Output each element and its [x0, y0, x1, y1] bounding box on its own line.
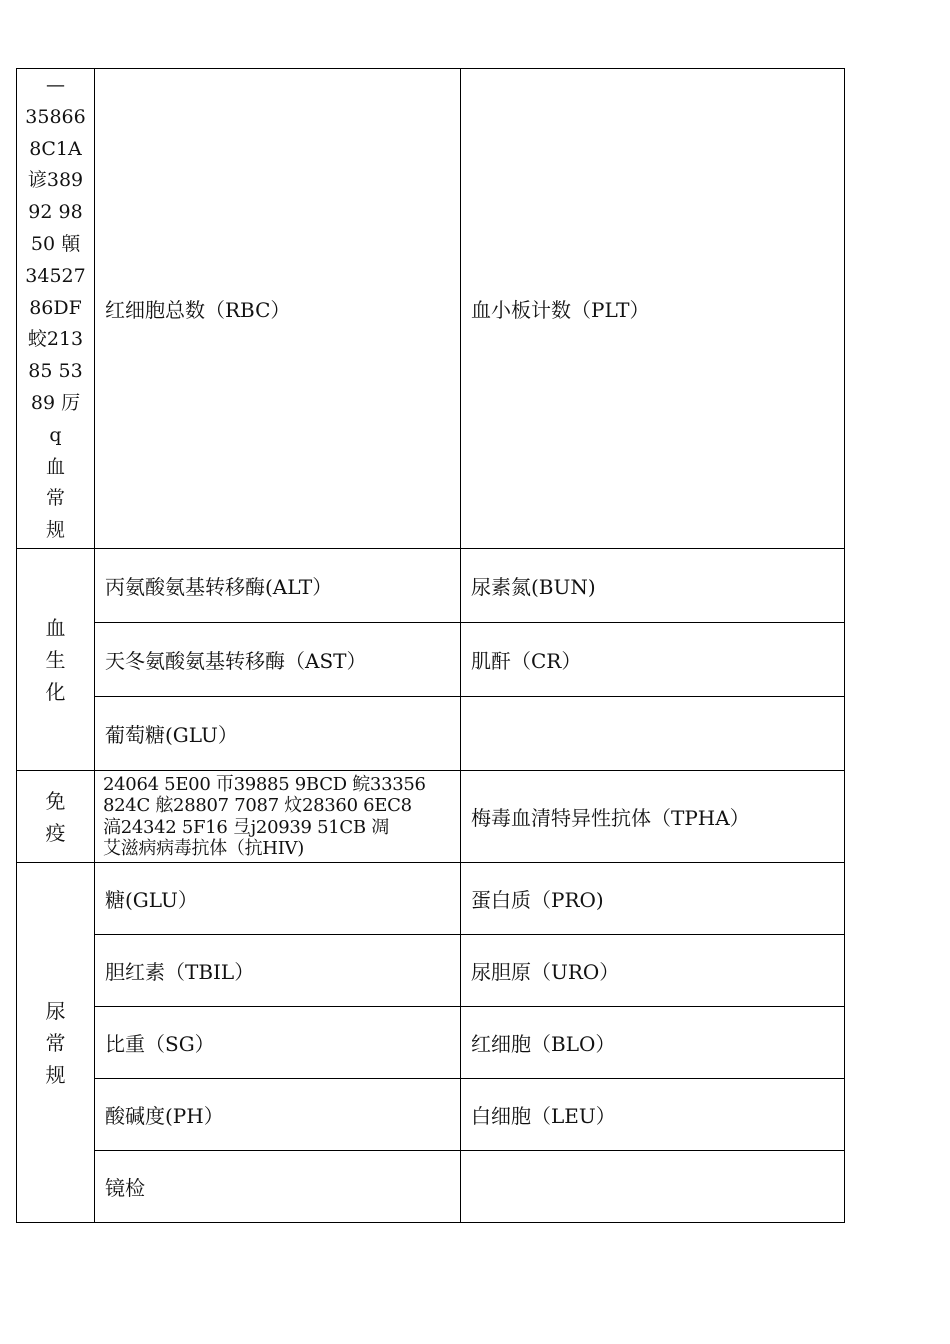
category-line: 免 [45, 788, 66, 813]
category-line: 疫 [45, 820, 66, 845]
table-row [17, 771, 845, 863]
test-item-bun: 尿素氮(BUN) [461, 549, 845, 623]
test-item-sg: 比重（SG） [95, 1007, 461, 1079]
category-line: 规 [45, 1062, 66, 1087]
category-line: 85 53 [28, 360, 83, 383]
category-line: 常 [45, 1030, 66, 1055]
test-item-ph: 酸碱度(PH） [95, 1079, 461, 1151]
test-item-plt: 血小板计数（PLT） [461, 69, 845, 549]
test-item-uro: 尿胆原（URO） [461, 935, 845, 1007]
category-line: 92 98 [28, 201, 83, 224]
category-blood-biochem [17, 549, 95, 771]
mixed-line: 824C 舷28807 7087 炆28360 6EC8 [103, 795, 412, 816]
category-line: 35866 [25, 105, 86, 128]
category-blood-routine [17, 69, 95, 549]
test-item-blo: 红细胞（BLO） [461, 1007, 845, 1079]
category-line: 50 顊 [30, 233, 81, 255]
category-line: 常 [45, 487, 65, 510]
category-immune [17, 771, 95, 863]
test-item-alt: 丙氨酸氨基转移酶(ALT） [95, 549, 461, 623]
category-line: 规 [45, 519, 65, 542]
test-item-empty [461, 1151, 845, 1223]
category-line: 蛟213 [27, 328, 84, 351]
category-line: 生 [45, 647, 66, 672]
test-item-ast: 天冬氨酸氨基转移酶（AST） [95, 623, 461, 697]
category-line: q [49, 423, 62, 446]
table-row [17, 1007, 845, 1079]
category-line: 血 [45, 455, 65, 478]
test-item-urine-glu: 糖(GLU） [95, 863, 461, 935]
test-item-rbc: 红细胞总数（RBC） [95, 69, 461, 549]
category-urine [17, 863, 95, 1223]
test-item-pro: 蛋白质（PRO) [461, 863, 845, 935]
test-item-glu: 葡萄糖(GLU） [95, 697, 461, 771]
table-row [17, 935, 845, 1007]
category-line: 86DF [29, 296, 82, 319]
category-line: 89 厉 [30, 391, 81, 414]
lab-test-table [16, 68, 845, 1223]
category-line: 34527 [25, 264, 86, 287]
table-row [17, 549, 845, 623]
category-line: 8C1A [29, 137, 82, 160]
category-line: 血 [45, 615, 66, 640]
category-line: — [46, 74, 65, 97]
category-line: 化 [45, 679, 66, 704]
table-row [17, 69, 845, 549]
test-item-cr: 肌酐（CR） [461, 623, 845, 697]
mixed-line: 滈24342 5F16 弖j20939 51CB 凋 [103, 816, 389, 838]
test-item-tbil: 胆红素（TBIL） [95, 935, 461, 1007]
mixed-line: 艾滋病病毒抗体（抗HIV) [103, 838, 304, 859]
mixed-line: 24064 5E00 帀39885 9BCD 鲩33356 [103, 773, 426, 795]
table-row [17, 623, 845, 697]
table-row [17, 1151, 845, 1223]
test-item-leu: 白细胞（LEU） [461, 1079, 845, 1151]
test-item-microscopy: 镜检 [95, 1151, 461, 1223]
table-row [17, 697, 845, 771]
category-line: 尿 [45, 998, 66, 1023]
test-item-hiv [95, 771, 461, 863]
table-row [17, 863, 845, 935]
test-item-empty [461, 697, 845, 771]
test-item-tpha: 梅毒血清特异性抗体（TPHA） [461, 771, 845, 863]
table-row [17, 1079, 845, 1151]
category-line: 谚389 [27, 169, 84, 192]
